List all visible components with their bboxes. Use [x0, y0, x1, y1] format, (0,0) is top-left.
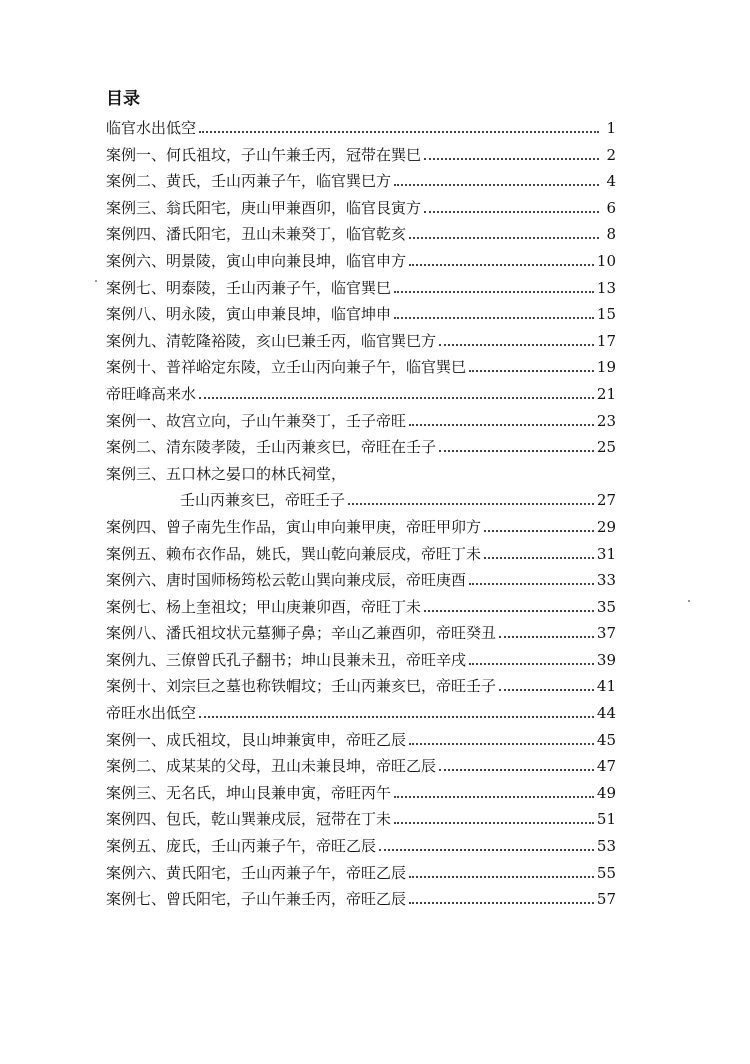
toc-entry — [106, 197, 616, 224]
toc-dot-leader — [424, 157, 599, 160]
toc-dot-leader — [348, 502, 594, 505]
toc-entry — [106, 303, 616, 330]
toc-dot-leader — [379, 848, 594, 851]
toc-dot-leader — [394, 290, 594, 293]
toc-entry — [106, 170, 616, 197]
toc-dot-leader — [424, 210, 599, 213]
toc-page-number: 39 — [596, 650, 616, 669]
toc-entry — [106, 543, 616, 570]
toc-entry-label: 案例七、曾氏阳宅，子山午兼壬丙，帝旺乙辰 — [106, 890, 407, 909]
toc-dot-leader — [409, 901, 594, 904]
toc-page-number: 47 — [596, 757, 616, 776]
toc-page-number: 37 — [596, 624, 616, 643]
toc-dot-leader — [394, 183, 599, 186]
toc-dot-leader — [484, 556, 594, 559]
toc-entry-label: 案例五、庞氏，壬山丙兼子午，帝旺乙辰 — [106, 837, 377, 856]
toc-entry-label: 案例八、潘氏祖坟状元墓狮子鼻；辛山乙兼酉卯，帝旺癸丑 — [106, 624, 497, 643]
toc-page-number: 51 — [596, 810, 616, 829]
toc-page-number: 17 — [596, 331, 616, 350]
toc-dot-leader — [409, 423, 594, 426]
toc-dot-leader — [394, 795, 594, 798]
toc-entry — [106, 888, 616, 915]
toc-entry — [106, 622, 616, 649]
toc-entry-label: 案例六、黄氏阳宅，壬山丙兼子午，帝旺乙辰 — [106, 863, 407, 882]
toc-entry-label: 案例五、赖布衣作品，姚氏，巽山乾向兼辰戌，帝旺丁未 — [106, 544, 482, 563]
toc-entry — [106, 675, 616, 702]
toc-entry-label: 案例七、杨上奎祖坟；甲山庚兼卯酉，帝旺丁未 — [106, 597, 422, 616]
toc-entry-label: 案例九、清乾隆裕陵，亥山巳兼壬丙，临官巽巳方 — [106, 331, 437, 350]
toc-entry-label: 案例三、翁氏阳宅，庚山甲兼酉卯，临官艮寅方 — [106, 198, 422, 217]
toc-page-number: 41 — [596, 677, 616, 696]
toc-page-number: 53 — [596, 837, 616, 856]
toc-entry — [106, 835, 616, 862]
toc-entry-label: 案例七、明泰陵，壬山丙兼子午，临官巽巳 — [106, 278, 392, 297]
toc-entry — [106, 277, 616, 304]
toc-dot-leader — [469, 582, 594, 585]
toc-entry — [106, 356, 616, 383]
toc-entry — [106, 117, 616, 144]
toc-dot-leader — [409, 875, 594, 878]
toc-entry-label: 案例二、清东陵孝陵，壬山丙兼亥巳，帝旺在壬子 — [106, 438, 437, 457]
toc-entry-label: 案例十、刘宗巨之墓也称铁帽坟；壬山丙兼亥巳，帝旺壬子 — [106, 677, 497, 696]
toc-entry-label: 案例四、潘氏阳宅，丑山未兼癸丁，临官乾亥 — [106, 225, 407, 244]
toc-page-number: 23 — [596, 411, 616, 430]
toc-entry — [106, 223, 616, 250]
toc-page-number: 45 — [596, 730, 616, 749]
toc-entry-label: 帝旺水出低空 — [106, 704, 197, 723]
toc-page-number: 13 — [596, 278, 616, 297]
toc-dot-leader — [469, 662, 594, 665]
toc-page-number: 33 — [596, 571, 616, 590]
toc-page-number: 55 — [596, 863, 616, 882]
toc-entry — [106, 596, 616, 623]
toc-dot-leader — [409, 742, 594, 745]
toc-page-number: 29 — [596, 517, 616, 536]
toc-dot-leader — [394, 821, 594, 824]
toc-entry-label: 壬山丙兼亥巳，帝旺壬子 — [180, 491, 346, 510]
toc-entry — [106, 436, 616, 463]
toc-entry-label: 案例十、普祥峪定东陵，立壬山丙向兼子午，临官巽巳 — [106, 358, 467, 377]
toc-dot-leader — [394, 316, 594, 319]
toc-entry — [106, 702, 616, 729]
toc-entry-label: 案例二、成某某的父母，丑山未兼艮坤，帝旺乙辰 — [106, 757, 437, 776]
toc-list — [106, 117, 616, 915]
toc-page-number: 49 — [596, 783, 616, 802]
toc-dot-leader — [499, 635, 594, 638]
toc-dot-leader — [499, 688, 594, 691]
toc-entry — [106, 489, 616, 516]
toc-entry-label: 案例四、包氏，乾山巽兼戌辰，冠带在丁未 — [106, 810, 392, 829]
toc-page-number: 1 — [606, 119, 616, 137]
toc-entry — [106, 144, 616, 171]
toc-page-number: 6 — [606, 198, 616, 217]
toc-entry — [106, 755, 616, 782]
toc-entry — [106, 569, 616, 596]
toc-page-number: 2 — [606, 145, 616, 164]
toc-entry-label: 帝旺峰高来水 — [106, 384, 197, 403]
toc-entry — [106, 330, 616, 357]
toc-entry — [106, 808, 616, 835]
toc-entry-label: 案例一、成氏祖坟，艮山坤兼寅申，帝旺乙辰 — [106, 730, 407, 749]
toc-entry-label: 案例三、五口林之晏口的林氏祠堂， — [106, 464, 347, 483]
toc-entry — [106, 782, 616, 809]
toc-entry — [106, 410, 616, 437]
toc-entry — [106, 250, 616, 277]
toc-dot-leader — [199, 715, 594, 718]
toc-dot-leader — [199, 130, 599, 133]
toc-entry — [106, 463, 616, 490]
toc-page-number: 19 — [596, 358, 616, 377]
toc-entry-label: 案例三、无名氏，坤山艮兼申寅，帝旺丙午 — [106, 783, 392, 802]
toc-dot-leader — [484, 529, 594, 532]
toc-page-number: 10 — [596, 251, 616, 270]
toc-dot-leader — [424, 609, 594, 612]
toc-dot-leader — [439, 768, 594, 771]
toc-entry-label: 案例九、三僚曾氏孔子翻书；坤山艮兼未丑，帝旺辛戌 — [106, 650, 467, 669]
toc-entry-label: 案例八、明永陵，寅山申兼艮坤，临官坤申 — [106, 305, 392, 324]
toc-entry-label: 案例二、黄氏，壬山丙兼子午，临官巽巳方 — [106, 172, 392, 191]
toc-page-number: 4 — [606, 172, 616, 191]
toc-dot-leader — [409, 263, 594, 266]
toc-title: 目录 — [106, 89, 140, 109]
toc-page-number: 35 — [596, 597, 616, 616]
toc-entry-label: 案例四、曾子南先生作品，寅山申向兼甲庚，帝旺甲卯方 — [106, 517, 482, 536]
toc-page-number: 21 — [596, 384, 616, 403]
toc-entry — [106, 383, 616, 410]
toc-entry-label: 案例一、何氏祖坟，子山午兼壬丙，冠带在巽巳 — [106, 145, 422, 164]
toc-page-number: 27 — [596, 491, 616, 510]
toc-page-number: 57 — [596, 890, 616, 909]
toc-dot-leader — [199, 396, 594, 399]
toc-page-number: 15 — [596, 305, 616, 324]
toc-entry-label: 案例六、明景陵，寅山申向兼艮坤，临官申方 — [106, 251, 407, 270]
scan-speck — [688, 600, 690, 602]
toc-entry-label: 临官水出低空 — [106, 119, 197, 137]
toc-entry-label: 案例一、故宫立向，子山午兼癸丁，壬子帝旺 — [106, 411, 407, 430]
toc-dot-leader — [439, 449, 594, 452]
toc-entry-label: 案例六、唐时国师杨筠松云乾山巽向兼戌辰，帝旺庚酉 — [106, 571, 467, 590]
toc-entry — [106, 729, 616, 756]
scan-speck — [95, 280, 97, 282]
toc-dot-leader — [469, 369, 594, 372]
toc-dot-leader — [439, 343, 594, 346]
toc-page-number: 25 — [596, 438, 616, 457]
toc-dot-leader — [409, 236, 599, 239]
toc-page-number: 8 — [606, 225, 616, 244]
toc-page-number: 44 — [596, 704, 616, 723]
toc-page-number: 31 — [596, 544, 616, 563]
toc-entry — [106, 649, 616, 676]
toc-entry — [106, 862, 616, 889]
toc-entry — [106, 516, 616, 543]
